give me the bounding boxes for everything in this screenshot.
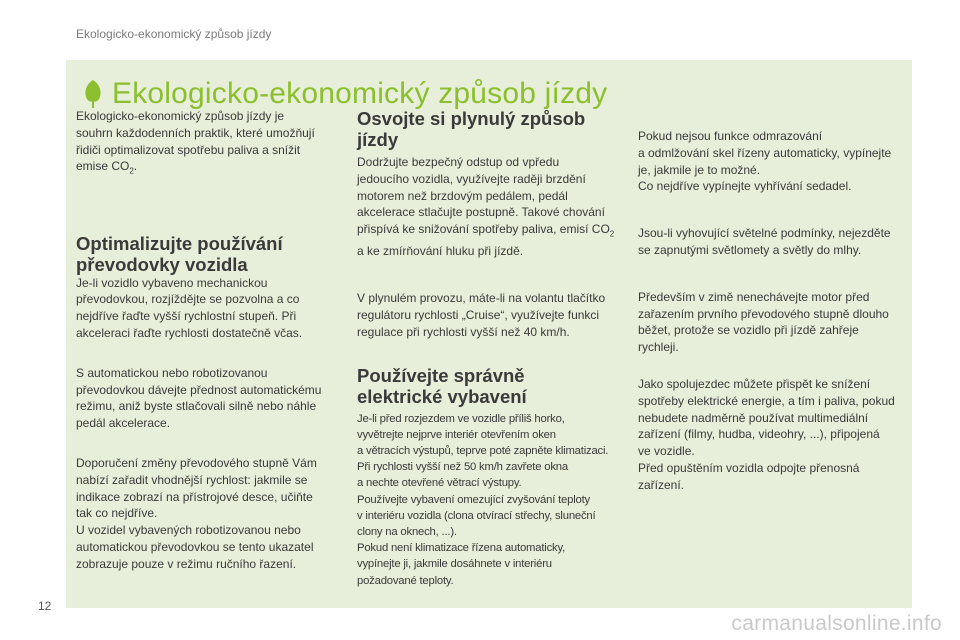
- leaf-icon: [82, 79, 104, 109]
- intro-paragraph: Ekologicko-ekonomický způsob jízdy je souhrn každodenních praktik, které umožňují řidiči optimalizovat spotřebu paliva a snížit emise $CO_2$.: [76, 109, 315, 176]
- paragraph-defrost: Pokud nejsou funkce odmrazování a odmlžování skel řízeny automaticky, vypínejte je, jakmile je to možné. Co nejdříve vypínejte vyhřívání sedadel.: [638, 129, 892, 194]
- heading-electrical: Používejte správně elektrické vybavení: [357, 364, 527, 407]
- paragraph-lights: Jsou-li vyhovující světelné podmínky, nejezděte se zapnutými světlomety a světly do mlhy.: [638, 226, 891, 257]
- page-number: 12: [38, 599, 52, 613]
- heading-gearbox: Optimalizujte používání převodovky vozidla: [76, 232, 283, 275]
- paragraph-cruise: V plynulém provozu, máte-li na volantu tlačítko regulátoru rychlosti „Cruise“, využívejte funkci regulace při rychlosti vyšší než 40 km/h.: [357, 291, 606, 339]
- column-left: [76, 108, 336, 573]
- paragraph-air-conditioning: Je-li před rozjezdem ve vozidle příliš horko, vyvětrejte nejprve interiér otevřením oken a větracích výstupů, teprve poté zapněte klimatizaci. Při rychlosti vyšší než 50 km/h zavřete okna a nechte otevřené větrací výstupy. Používejte vybavení omezující zvyšování teploty v interiéru vozidla (clona otvírací střechy, sluneční clony na oknech, ...). Pokud není klimatizace řízena automaticky, vypínejte ji, jakmile dosáhnete v interiéru požadované teploty.: [357, 412, 609, 587]
- column-right: [638, 128, 908, 494]
- paragraph-manual-gearbox: Je-li vozidlo vybaveno mechanickou převodovkou, rozjíždějte se pozvolna a co nejdříve řaďte vyšší rychlostní stupeň. Při akceleraci řaďte rychlosti dostatečně včas.: [76, 275, 303, 340]
- column-middle: [357, 108, 627, 589]
- page-title: Ekologicko-ekonomický způsob jízdy: [112, 77, 608, 110]
- heading-smooth-driving: Osvojte si plynulý způsob jízdy: [357, 108, 586, 150]
- running-header: Ekologicko-ekonomický způsob jízdy: [76, 27, 272, 41]
- paragraph-automatic-gearbox: S automatickou nebo robotizovanou převodovkou dávejte přednost automatickému režimu, aniž byste stlačovali silně nebo náhle pedál akcelerace.: [76, 365, 322, 431]
- paragraph-gear-indicator: Doporučení změny převodového stupně Vám nabízí zařadit vhodnější rychlost: jakmile se indikace zobrazí na přístrojové desce, učiňte tak co nejdříve. U vozidel vybavených robotizovanou nebo automatickou převodovkou se tento ukazatel zobrazuje pouze v režimu ručního řazení.: [76, 455, 317, 571]
- paragraph-safe-distance: Dodržujte bezpečný odstup od vpředu jedoucího vozidla, využívejte raději brzdění motorem než brzdovým pedálem, pedál akcelerace stlačujte postupně. Takové chování přispívá ke snižování spotřeby paliva, emisí $CO_2$ a ke zmírňování hluku při jízdě.: [357, 155, 615, 259]
- paragraph-winter: Především v zimě nenechávejte motor před zařazením prvního převodového stupně dlouho běžet, protože se vozidlo při jízdě zahřeje rychleji.: [638, 289, 889, 355]
- paragraph-multimedia: Jako spolujezdec můžete přispět ke snížení spotřeby elektrické energie, a tím i paliva, pokud nebudete nadměrně používat multimediální zařízení (filmy, hudba, videohry, ...), připojená ve vozidle. Před opuštěním vozidla odpojte přenosná zařízení.: [638, 376, 895, 492]
- watermark: carmanualsonline.info: [731, 612, 942, 635]
